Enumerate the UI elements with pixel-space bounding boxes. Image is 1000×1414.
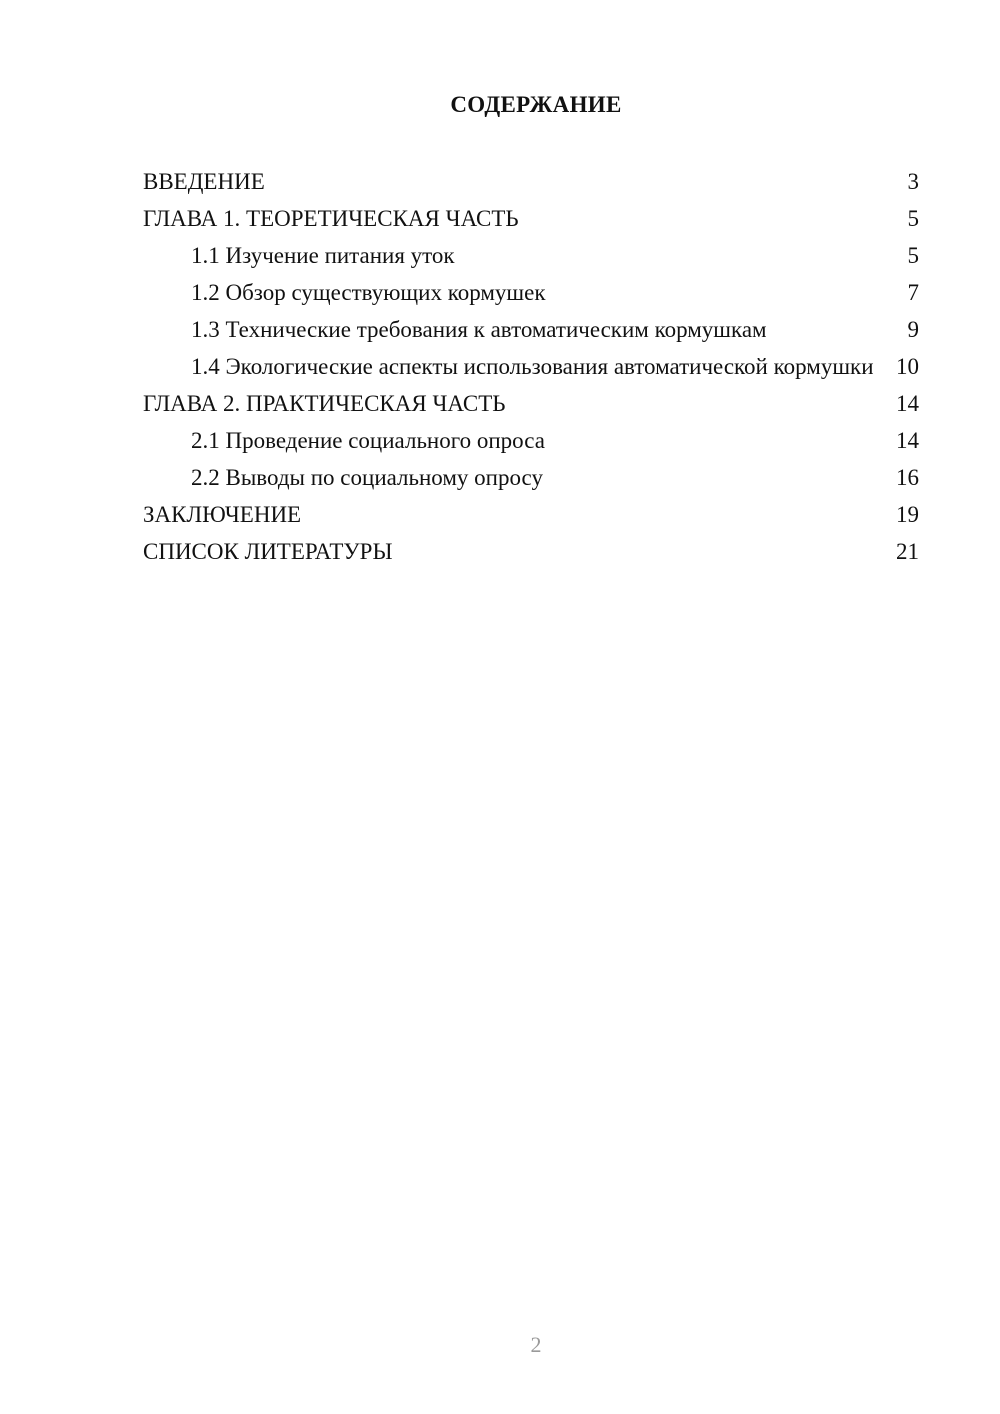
toc-item-label-text: 1.4 Экологические аспекты использования автоматической кормушки bbox=[191, 354, 874, 379]
toc-item-section-1-4[interactable] bbox=[143, 353, 919, 381]
toc-item-page: 5 bbox=[907, 243, 919, 268]
toc-item-label: 1.1 Изучение питания уток bbox=[191, 243, 455, 268]
toc-item-conclusion[interactable] bbox=[143, 501, 919, 529]
toc-item-section-2-2[interactable] bbox=[143, 464, 919, 492]
page-number: 2 bbox=[530, 1332, 542, 1357]
toc-item-label: 2.2 Выводы по социальному опросу bbox=[191, 465, 543, 490]
toc-item-section-1-1[interactable] bbox=[143, 242, 919, 270]
toc-item-section-2-1[interactable] bbox=[143, 427, 919, 455]
toc-item-page: 19 bbox=[896, 502, 919, 527]
toc-item-page: 14 bbox=[896, 391, 919, 416]
toc-item-page: 16 bbox=[896, 465, 919, 490]
toc-item-section-1-2[interactable] bbox=[143, 279, 919, 307]
toc-item-label: 2.1 Проведение социального опроса bbox=[191, 428, 545, 453]
toc-item-label bbox=[143, 353, 879, 381]
toc-item-page: 3 bbox=[907, 169, 919, 194]
toc-item-label: ГЛАВА 1. ТЕОРЕТИЧЕСКАЯ ЧАСТЬ bbox=[143, 206, 519, 231]
toc-item-label: 1.3 Технические требования к автоматическим кормушкам bbox=[191, 317, 767, 342]
table-of-contents bbox=[143, 168, 919, 575]
toc-item-label: ВВЕДЕНИЕ bbox=[143, 169, 265, 194]
page-title: СОДЕРЖАНИЕ bbox=[450, 92, 622, 117]
toc-item-label: 1.2 Обзор существующих кормушек bbox=[191, 280, 546, 305]
toc-item-page: 21 bbox=[896, 539, 919, 564]
toc-item-introduction[interactable] bbox=[143, 168, 919, 196]
toc-item-label: ЗАКЛЮЧЕНИЕ bbox=[143, 502, 302, 527]
toc-item-references[interactable] bbox=[143, 538, 919, 566]
toc-item-page: 5 bbox=[907, 206, 919, 231]
toc-item-section-1-3[interactable] bbox=[143, 316, 919, 344]
toc-item-page: 9 bbox=[907, 317, 919, 342]
toc-item-label: СПИСОК ЛИТЕРАТУРЫ bbox=[143, 539, 393, 564]
toc-item-page: 7 bbox=[907, 280, 919, 305]
toc-item-label: ГЛАВА 2. ПРАКТИЧЕСКАЯ ЧАСТЬ bbox=[143, 391, 506, 416]
toc-item-chapter-2[interactable] bbox=[143, 390, 919, 418]
toc-item-page: 10 bbox=[896, 354, 919, 379]
toc-item-page: 14 bbox=[896, 428, 919, 453]
toc-item-chapter-1[interactable] bbox=[143, 205, 919, 233]
